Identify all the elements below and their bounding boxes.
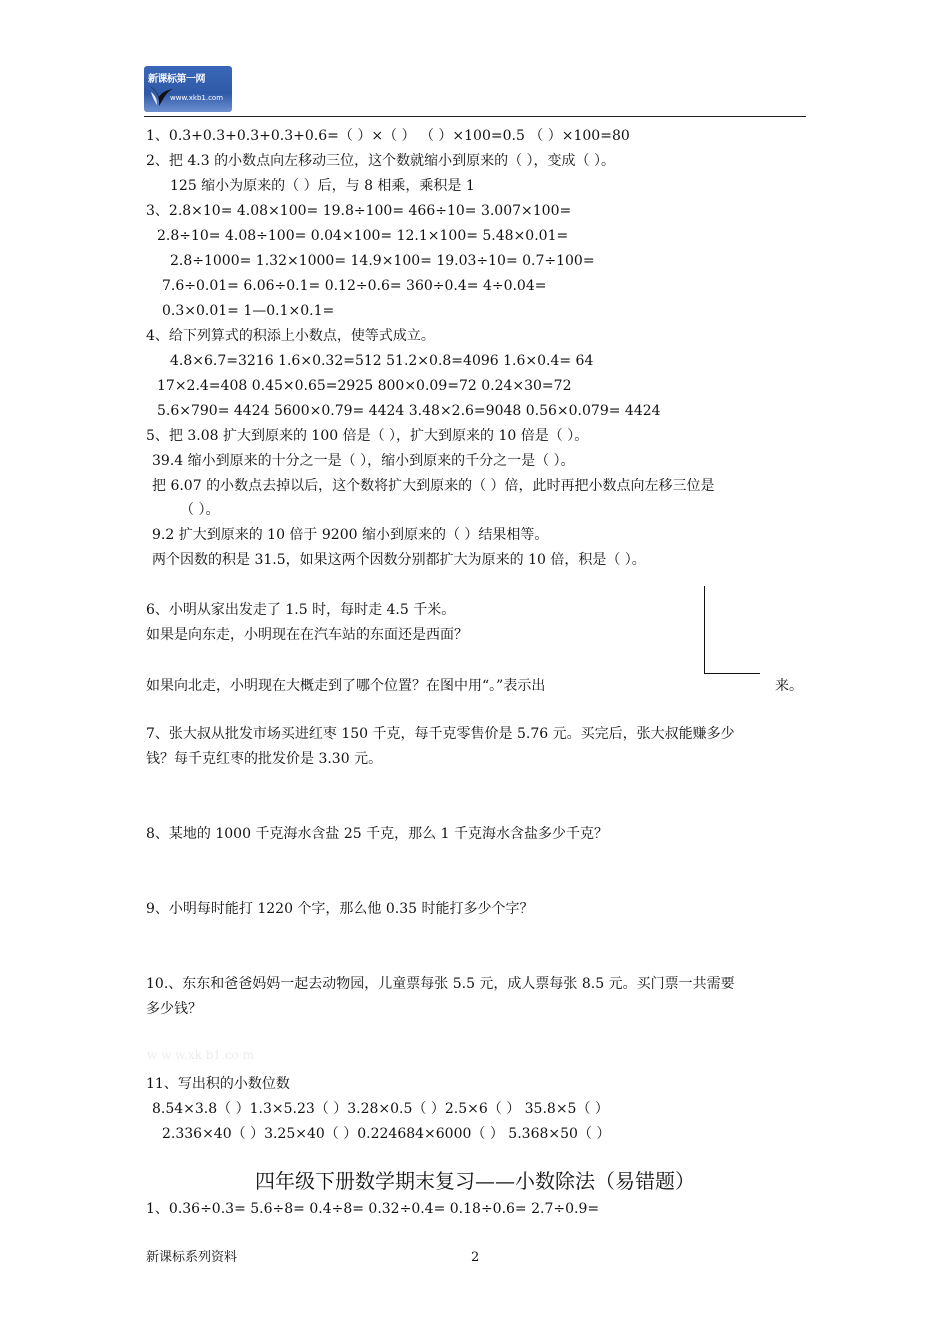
text-line: 9、小明每时能打 1220 个字，那么他 0.35 时能打多少个字？ xyxy=(146,901,534,917)
text-line: 10.、东东和爸爸妈妈一起去动物园，儿童票每张 5.5 元，成人票每张 8.5 元。买门票一共需要 xyxy=(146,976,735,992)
text-line: 2、把 4.3 的小数点向左移动三位，这个数就缩小到原来的（ ），变成（ ）。 xyxy=(146,153,615,169)
text-line: 8.54×3.8（ ）1.3×5.23（ ）3.28×0.5（ ）2.5×6（ ） 35.8×5（ ） xyxy=(152,1101,609,1117)
text-line: 6、小明从家出发走了 1.5 时，每时走 4.5 千米。 xyxy=(146,602,456,618)
text-line: 5.6×790= 4424 5600×0.79= 4424 3.48×2.6=9048 0.56×0.079= 4424 xyxy=(157,403,661,419)
text-line: 两个因数的积是 31.5，如果这两个因数分别都扩大为原来的 10 倍，积是（ ）。 xyxy=(152,552,646,568)
diagram-east-axis xyxy=(704,673,760,674)
text-line: 4、给下列算式的积添上小数点，使等式成立。 xyxy=(146,328,435,344)
text-line: 7.6÷0.01= 6.06÷0.1= 0.12÷0.6= 360÷0.4= 4÷0.04= xyxy=(162,278,547,294)
text-line: 1、0.3+0.3+0.3+0.3+0.6=（ ）×（ ） （ ）×100=0.5 （ ）×100=80 xyxy=(146,128,630,144)
text-line: （ ）。 xyxy=(180,502,220,518)
text-line: 1、0.36÷0.3= 5.6÷8= 0.4÷8= 0.32÷0.4= 0.18÷0.6= 2.7÷0.9= xyxy=(146,1201,600,1217)
text-line: 7、张大叔从批发市场买进红枣 150 千克，每千克零售价是 5.76 元。买完后，张大叔能赚多少 xyxy=(146,726,735,742)
section-title: 四年级下册数学期末复习——小数除法（易错题） xyxy=(255,1169,695,1193)
diagram-north-axis xyxy=(704,586,705,674)
text-line: 2.336×40（ ）3.25×40（ ）0.224684×6000（ ） 5.368×50（ ） xyxy=(162,1126,611,1142)
footer-label: 新课标系列资料 xyxy=(146,1250,238,1265)
text-line: 钱？每千克红枣的批发价是 3.30 元。 xyxy=(146,751,383,767)
text-line: 如果向北走，小明现在大概走到了哪个位置？在图中用“。”表示出 xyxy=(146,678,546,694)
site-logo xyxy=(144,66,232,112)
text-line: 2.8÷1000= 1.32×1000= 14.9×100= 19.03÷10= 0.7÷100= xyxy=(170,253,595,269)
watermark: w w w.xk b1.co m xyxy=(147,1048,254,1062)
text-line: 来。 xyxy=(775,678,803,694)
text-line: 5、把 3.08 扩大到原来的 100 倍是（ ），扩大到原来的 10 倍是（ ）。 xyxy=(146,428,589,444)
text-line: 0.3×0.01= 1—0.1×0.1= xyxy=(162,303,335,319)
logo-title: 新课标第一网 xyxy=(148,74,205,85)
text-line: 8、某地的 1000 千克海水含盐 25 千克，那么 1 千克海水含盐多少千克？ xyxy=(146,826,608,842)
text-line: 11、写出积的小数位数 xyxy=(146,1076,290,1092)
text-line: 39.4 缩小到原来的十分之一是（ ），缩小到原来的千分之一是（ ）。 xyxy=(152,453,575,469)
text-line: 17×2.4=408 0.45×0.65=2925 800×0.09=72 0.24×30=72 xyxy=(157,378,572,394)
text-line: 4.8×6.7=3216 1.6×0.32=512 51.2×0.8=4096 1.6×0.4= 64 xyxy=(170,353,594,369)
text-line: 多少钱？ xyxy=(146,1001,202,1017)
text-line: 2.8÷10= 4.08÷100= 0.04×100= 12.1×100= 5.48×0.01= xyxy=(157,228,569,244)
header-rule xyxy=(144,116,806,117)
text-line: 3、2.8×10= 4.08×100= 19.8÷100= 466÷10= 3.007×100= xyxy=(146,203,572,219)
page-number: 2 xyxy=(471,1250,480,1265)
logo-url: www.xkb1.com xyxy=(170,94,224,102)
text-line: 如果是向东走，小明现在在汽车站的东面还是西面？ xyxy=(146,627,468,643)
text-line: 把 6.07 的小数点去掉以后，这个数将扩大到原来的（ ）倍，此时再把小数点向左移三位是 xyxy=(152,478,715,494)
text-line: 9.2 扩大到原来的 10 倍于 9200 缩小到原来的（ ）结果相等。 xyxy=(152,527,549,543)
text-line: 125 缩小为原来的（ ）后，与 8 相乘，乘积是 1 xyxy=(170,178,475,194)
